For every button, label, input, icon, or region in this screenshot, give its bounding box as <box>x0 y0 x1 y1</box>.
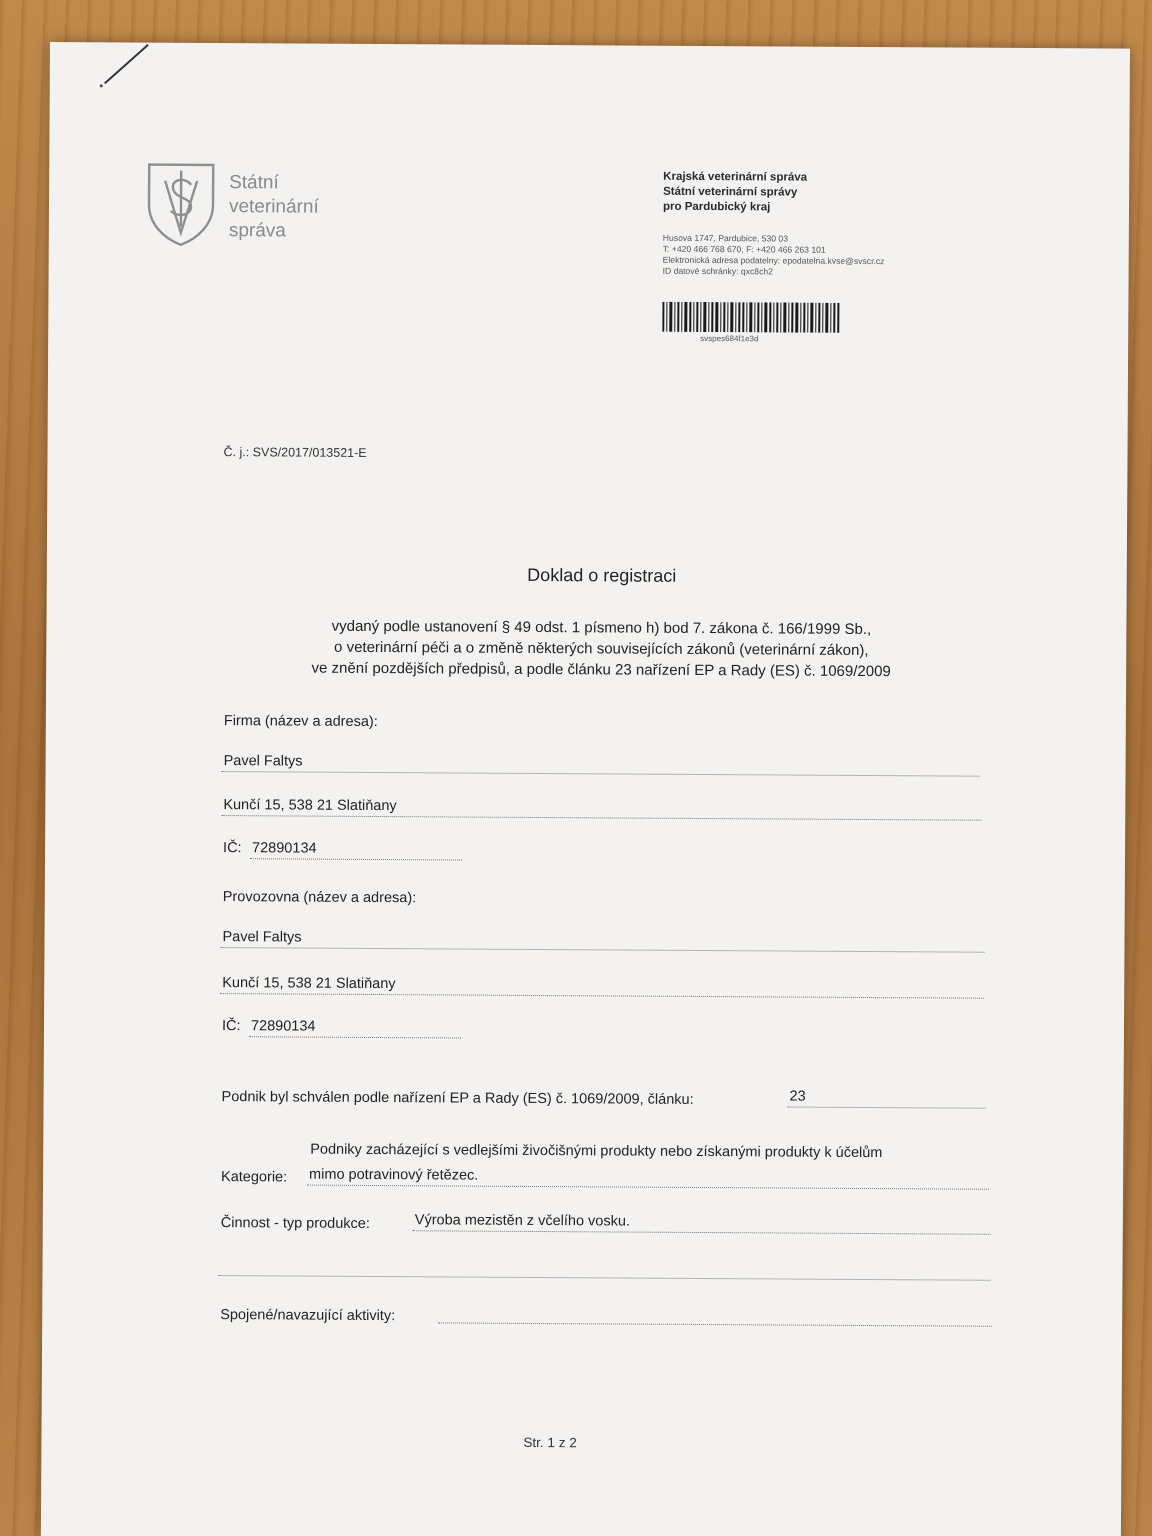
firma-name-field: Pavel Faltys <box>222 751 980 777</box>
firma-label: Firma (název a adresa): <box>223 713 378 731</box>
document-page <box>41 42 1130 1536</box>
provozovna-ic-field: 72890134 <box>249 1016 461 1038</box>
category-label: Kategorie: <box>221 1169 288 1186</box>
pen-mark <box>104 44 149 84</box>
legal-basis-line: o veterinární péči a o změně některých souvisejících zákonů (veterinární zákon), <box>334 638 869 660</box>
activity-label: Činnost - typ produkce: <box>220 1215 370 1232</box>
legal-basis-line: ve znění pozdějších předpisů, a podle článku 23 nařízení EP a Rady (ES) č. 1069/2009 <box>311 659 891 681</box>
page-number: Str. 1 z 2 <box>523 1434 577 1451</box>
related-label: Spojené/navazující aktivity: <box>220 1307 396 1325</box>
legal-basis <box>46 614 1152 684</box>
firma-ic-field: 72890134 <box>250 838 462 860</box>
provozovna-address-field: Kunčí 15, 538 21 Slatiňany <box>220 973 984 999</box>
contact-line: T: +420 466 768 670, F: +420 466 263 101 <box>662 243 826 255</box>
veterinary-caduceus-shield-icon <box>145 161 218 247</box>
barcode-text: svspes684f1e3d <box>700 333 759 344</box>
activity-field: Výroba mezistěn z včelího vosku. <box>413 1210 991 1235</box>
logo-line: Státní <box>229 172 279 194</box>
logo-wordmark <box>229 171 319 244</box>
contact-line: Elektronická adresa podatelny: epodatelna.kvse@svscr.cz <box>662 254 885 267</box>
legal-basis-line: vydaný podle ustanovení § 49 odst. 1 písmeno h) bod 7. zákona č. 166/1999 Sb., <box>331 617 872 639</box>
activity-extra-line <box>218 1255 990 1281</box>
logo-line: veterinární <box>228 196 319 218</box>
pen-dot <box>100 84 103 87</box>
related-field <box>438 1302 992 1326</box>
barcode-graphic <box>662 302 840 333</box>
contact-line: Husova 1747, Pardubice, 530 03 <box>662 232 789 244</box>
category-line2-field: mimo potravinový řetězec. <box>307 1165 989 1190</box>
firma-ic-label: IČ: <box>223 840 242 857</box>
provozovna-label: Provozovna (název a adresa): <box>222 889 417 907</box>
reference-number: Č. j.: SVS/2017/013521-E <box>223 445 367 460</box>
office-name <box>663 170 807 216</box>
approval-label: Podnik byl schválen podle nařízení EP a Rady (ES) č. 1069/2009, článku: <box>221 1089 694 1108</box>
document-title: Doklad o registraci <box>527 564 677 586</box>
contact-line: ID datové schránky: qxc8ch2 <box>662 265 773 277</box>
office-contact <box>663 233 885 278</box>
office-line: Státní veterinární správy <box>663 185 798 199</box>
provozovna-name-field: Pavel Faltys <box>220 927 984 953</box>
office-line: pro Pardubický kraj <box>662 200 771 214</box>
office-line: Krajská veterinární správa <box>663 170 808 184</box>
provozovna-ic-label: IČ: <box>221 1018 241 1035</box>
approval-article-field: 23 <box>788 1087 986 1109</box>
logo-line: správa <box>228 220 286 242</box>
firma-address-field: Kunčí 15, 538 21 Slatiňany <box>221 795 981 821</box>
category-line1: Podniky zacházející s vedlejšími živočišnými produkty nebo získanými produkty k účelům <box>310 1141 883 1162</box>
